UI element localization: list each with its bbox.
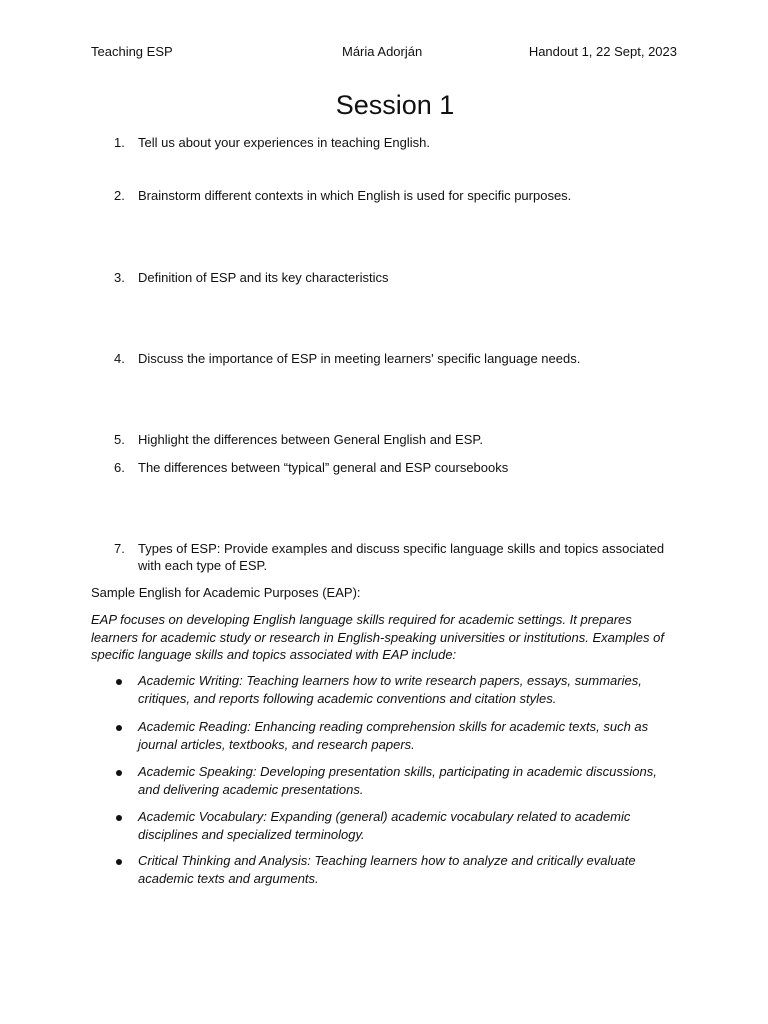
bullet-item [91,763,677,798]
item-number: 4. [114,351,125,366]
item-text: Definition of ESP and its key characteristics [138,270,389,285]
item-text: The differences between “typical” general and ESP coursebooks [138,460,509,475]
bullet-item [91,808,677,843]
header-handout-date: Handout 1, 22 Sept, 2023 [528,44,677,59]
item-text: Types of ESP: Provide examples and discuss specific language skills and topics associated with each type of ESP. [138,541,665,573]
item-text: Highlight the differences between General English and ESP. [138,432,483,447]
header-author: Mária Adorján [342,44,423,59]
eap-intro-paragraph: EAP focuses on developing English language skills required for academic settings. It prepares learners for academic study or research in English-speaking universities or institutions. Examples of specific language skills and topics associated with EAP include: [91,612,664,662]
bullet-text: Academic Writing: Teaching learners how to write research papers, essays, summaries, critiques, and reports following academic conventions and citation styles. [138,673,642,706]
numbered-item [91,540,677,574]
numbered-item [91,431,677,448]
bullet-item [91,852,677,887]
header-course: Teaching ESP [91,44,173,59]
bullet-item [91,672,677,707]
bullet-icon [116,725,122,731]
bullet-text: Academic Reading: Enhancing reading comprehension skills for academic texts, such as journal articles, textbooks, and research papers. [138,719,649,752]
bullet-icon [116,859,122,865]
bullet-icon [116,770,122,776]
section-heading: Sample English for Academic Purposes (EAP): [91,585,361,600]
bullet-icon [116,679,122,685]
item-number: 5. [114,432,125,447]
item-number: 1. [114,135,125,150]
bullet-text: Academic Speaking: Developing presentation skills, participating in academic discussions, and delivering academic presentations. [138,764,657,797]
item-text: Discuss the importance of ESP in meeting learners' specific language needs. [138,351,581,366]
item-text: Tell us about your experiences in teaching English. [138,135,430,150]
item-text: Brainstorm different contexts in which English is used for specific purposes. [138,188,572,203]
page-title: Session 1 [335,90,455,120]
bullet-icon [116,815,122,821]
numbered-item [91,134,677,151]
item-number: 7. [114,541,125,556]
bullet-text: Academic Vocabulary: Expanding (general) academic vocabulary related to academic disciplines and specialized terminology. [138,809,631,842]
bullet-item [91,718,677,753]
page-header [91,43,677,61]
item-number: 2. [114,188,125,203]
numbered-item [91,187,677,204]
numbered-item [91,350,677,367]
bullet-text: Critical Thinking and Analysis: Teaching learners how to analyze and critically evaluate academic texts and arguments. [138,853,636,886]
item-number: 3. [114,270,125,285]
numbered-item [91,269,677,286]
numbered-item [91,459,677,476]
item-number: 6. [114,460,125,475]
